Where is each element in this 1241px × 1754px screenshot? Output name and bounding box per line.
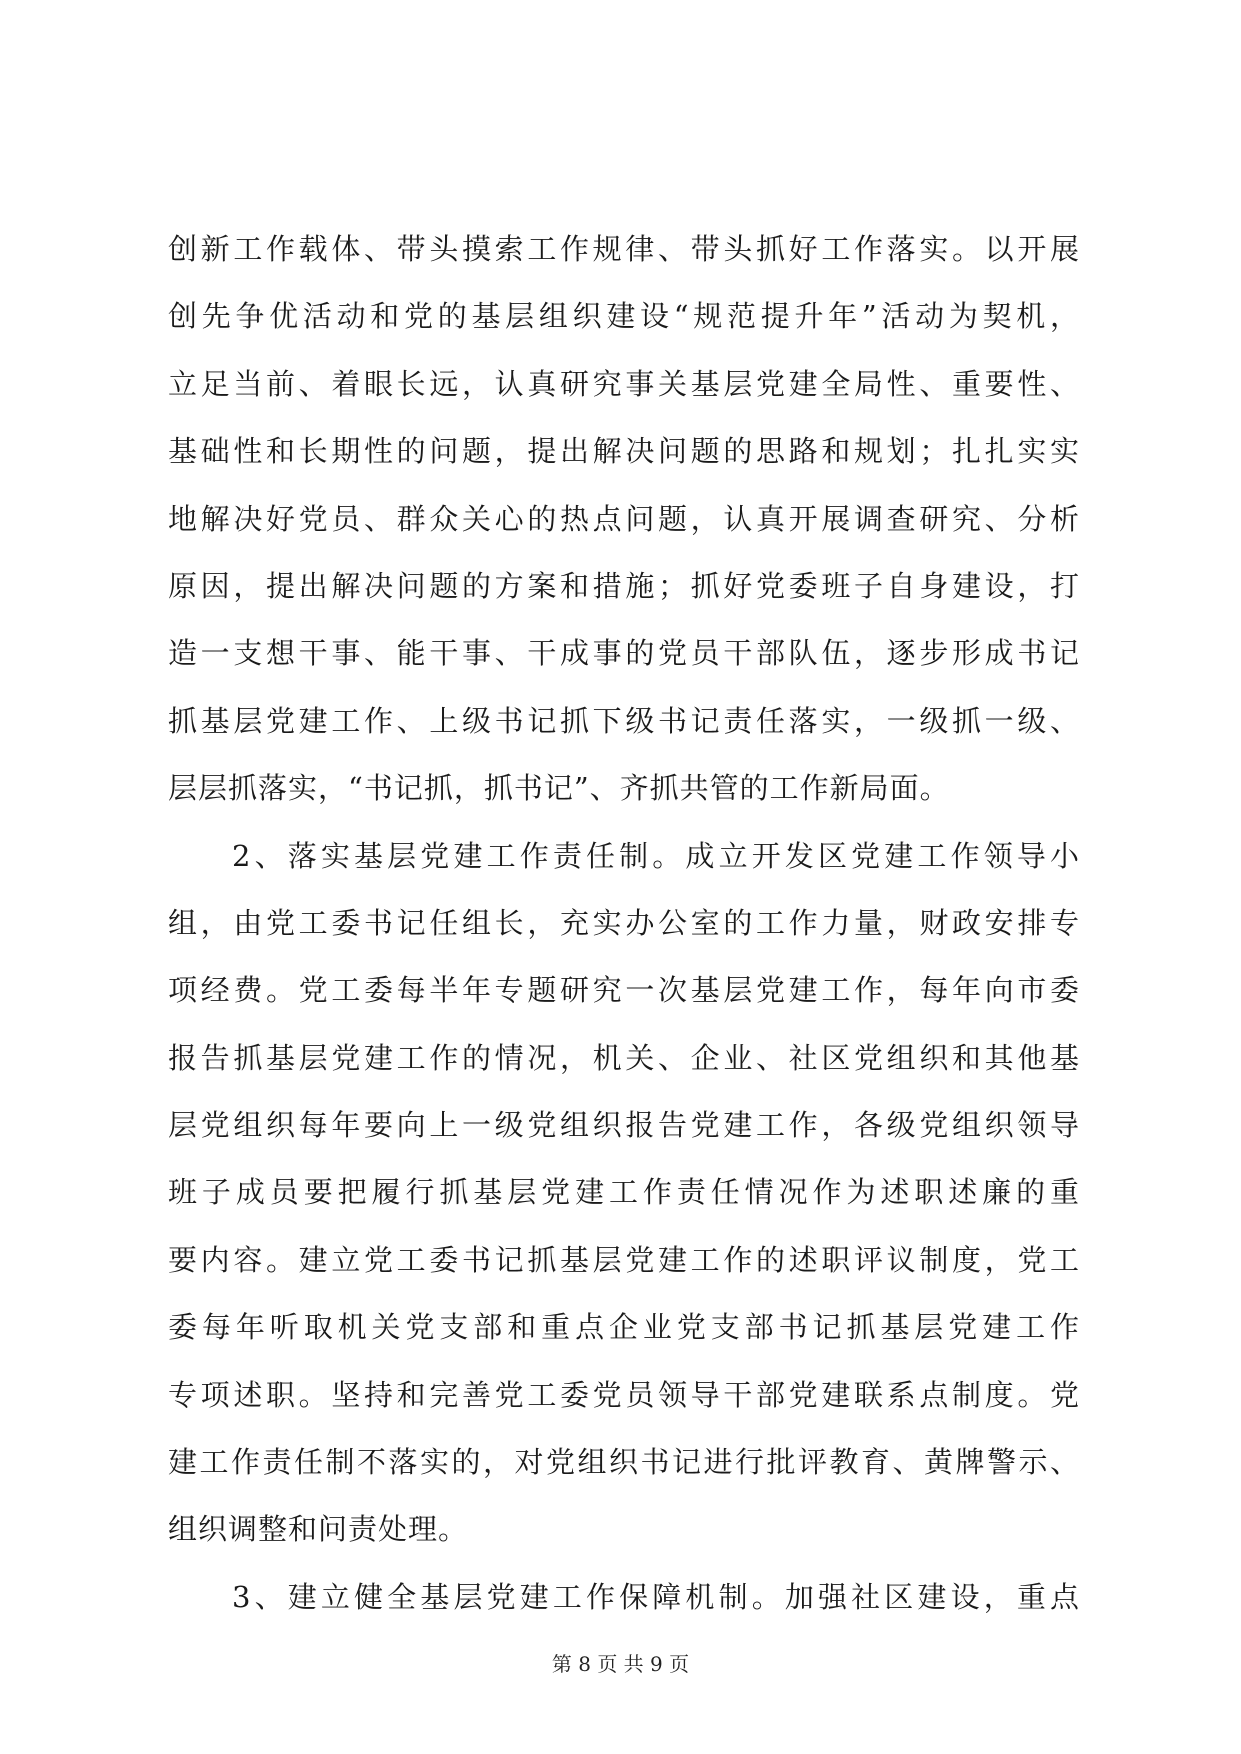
- text-line: 原因，提出解决问题的方案和措施；抓好党委班子自身建设，打: [168, 568, 1080, 603]
- text-line: 专项述职。坚持和完善党工委党员领导干部党建联系点制度。党: [168, 1377, 1080, 1412]
- text-line: 报告抓基层党建工作的情况，机关、企业、社区党组织和其他基: [168, 1040, 1080, 1075]
- text-line: 组织调整和问责处理。: [168, 1512, 469, 1547]
- text-line: 层党组织每年要向上一级党组织报告党建工作，各级党组织领导: [168, 1108, 1080, 1143]
- text-line: 造一支想干事、能干事、干成事的党员干部队伍，逐步形成书记: [168, 636, 1080, 671]
- text-line: 抓基层党建工作、上级书记抓下级书记责任落实，一级抓一级、: [168, 703, 1080, 738]
- text-line: 层层抓落实，“书记抓，抓书记”、齐抓共管的工作新局面。: [168, 771, 950, 806]
- paragraph-start-line: 3、建立健全基层党建工作保障机制。加强社区建设，重点: [232, 1579, 1080, 1614]
- text-line: 基础性和长期性的问题，提出解决问题的思路和规划；扎扎实实: [168, 434, 1080, 469]
- text-line: 班子成员要把履行抓基层党建工作责任情况作为述职述廉的重: [168, 1175, 1080, 1210]
- text-line: 地解决好党员、群众关心的热点问题，认真开展调查研究、分析: [168, 501, 1080, 536]
- text-line: 委每年听取机关党支部和重点企业党支部书记抓基层党建工作: [168, 1310, 1080, 1345]
- paragraph-start-line: 2、落实基层党建工作责任制。成立开发区党建工作领导小: [232, 838, 1080, 873]
- body-text: [168, 232, 1080, 1647]
- page-number-footer: 第 8 页 共 9 页: [551, 1652, 690, 1676]
- text-line: 要内容。建立党工委书记抓基层党建工作的述职评议制度，党工: [168, 1242, 1080, 1277]
- text-line: 建工作责任制不落实的，对党组织书记进行批评教育、黄牌警示、: [168, 1445, 1080, 1480]
- text-line: 创先争优活动和党的基层组织建设“规范提升年”活动为契机，: [168, 299, 1080, 334]
- text-line: 项经费。党工委每半年专题研究一次基层党建工作，每年向市委: [168, 973, 1080, 1008]
- text-line: 组，由党工委书记任组长，充实办公室的工作力量，财政安排专: [168, 905, 1080, 940]
- text-line: 创新工作载体、带头摸索工作规律、带头抓好工作落实。以开展: [168, 232, 1080, 266]
- text-line: 立足当前、着眼长远，认真研究事关基层党建全局性、重要性、: [168, 366, 1080, 401]
